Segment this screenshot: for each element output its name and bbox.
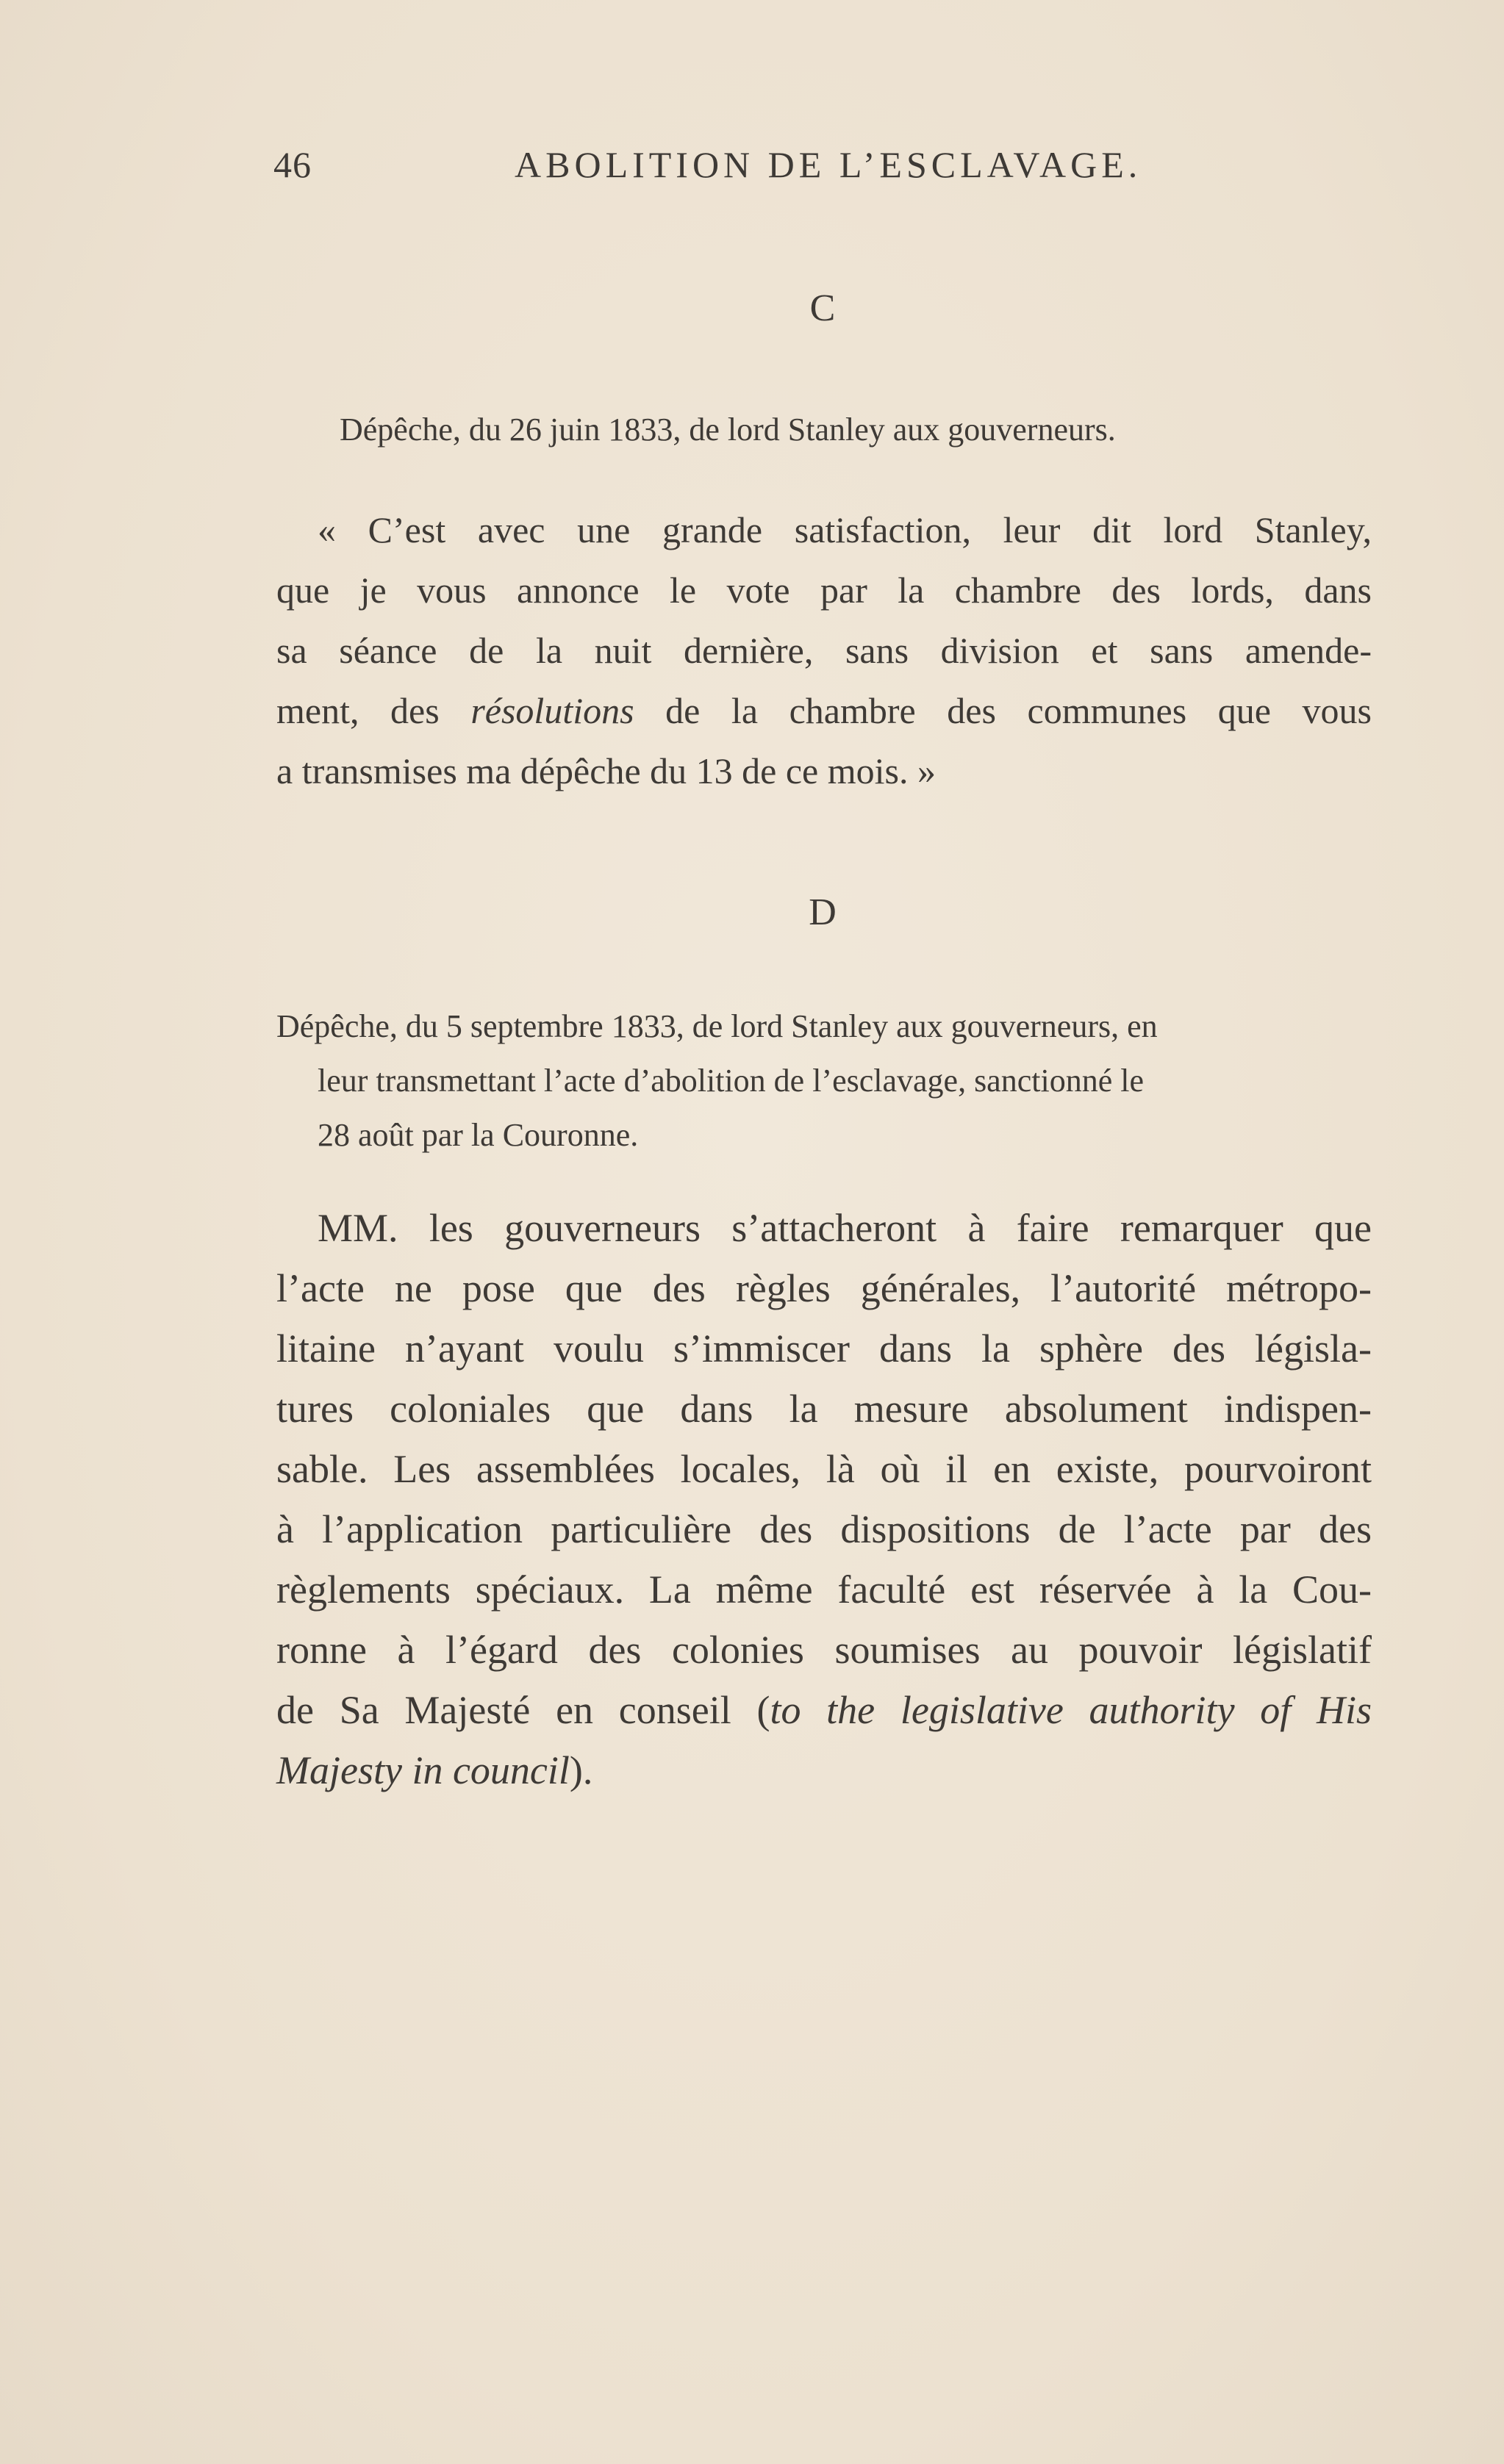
section-d-paragraph bbox=[276, 1198, 1372, 1800]
section-c-caption: Dépêche, du 26 juin 1833, de lord Stanley aux gouverneurs. bbox=[340, 412, 1116, 448]
paragraph-line: à l’application particulière des dispositions de l’acte par des bbox=[276, 1507, 1372, 1551]
caption-line: 28 août par la Couronne. bbox=[318, 1117, 639, 1153]
paragraph-line: l’acte ne pose que des règles générales, l’autorité métropo- bbox=[276, 1266, 1372, 1310]
paragraph-line: règlements spéciaux. La même faculté est réservée à la Cou- bbox=[276, 1567, 1372, 1612]
paragraph-line: sable. Les assemblées locales, là où il en existe, pourvoiront bbox=[276, 1447, 1372, 1491]
quote-line: a transmises ma dépêche du 13 de ce mois. » bbox=[276, 750, 936, 791]
italic-english-phrase: Majesty in council bbox=[276, 1748, 570, 1792]
paragraph-line: litaine n’ayant voulu s’immiscer dans la sphère des législa- bbox=[276, 1326, 1372, 1371]
quote-line: sa séance de la nuit dernière, sans division et sans amende- bbox=[276, 630, 1372, 671]
paragraph-line: MM. les gouverneurs s’attacheront à faire remarquer que bbox=[318, 1206, 1372, 1250]
running-head bbox=[0, 143, 1504, 195]
paragraph-line: tures coloniales que dans la mesure absolument indispen- bbox=[276, 1387, 1372, 1431]
caption-line: leur transmettant l’acte d’abolition de l’esclavage, sanctionné le bbox=[318, 1063, 1144, 1099]
stanley-quote bbox=[276, 500, 1372, 801]
quote-line: que je vous annonce le vote par la chambre des lords, dans bbox=[276, 570, 1372, 611]
quote-line: ment, des résolutions de la chambre des communes que vous bbox=[276, 690, 1372, 731]
running-title: ABOLITION DE L’ESCLAVAGE. bbox=[515, 144, 1142, 185]
italic-english-phrase: to the legislative authority of His bbox=[770, 1688, 1372, 1732]
page-number: 46 bbox=[273, 144, 312, 185]
paragraph-line: ronne à l’égard des colonies soumises au pouvoir législatif bbox=[276, 1628, 1372, 1672]
paragraph-line: Majesty in council). bbox=[276, 1748, 593, 1792]
section-letter-d: D bbox=[809, 891, 838, 933]
section-d-caption bbox=[276, 999, 1372, 1163]
caption-line: Dépêche, du 5 septembre 1833, de lord Stanley aux gouverneurs, en bbox=[276, 1008, 1158, 1044]
paragraph-line: de Sa Majesté en conseil (to the legislative authority of His bbox=[276, 1688, 1372, 1732]
italic-term: résolutions bbox=[470, 690, 634, 731]
quote-line: « C’est avec une grande satisfaction, leur dit lord Stanley, bbox=[318, 509, 1372, 550]
section-letter-c: C bbox=[809, 287, 837, 329]
